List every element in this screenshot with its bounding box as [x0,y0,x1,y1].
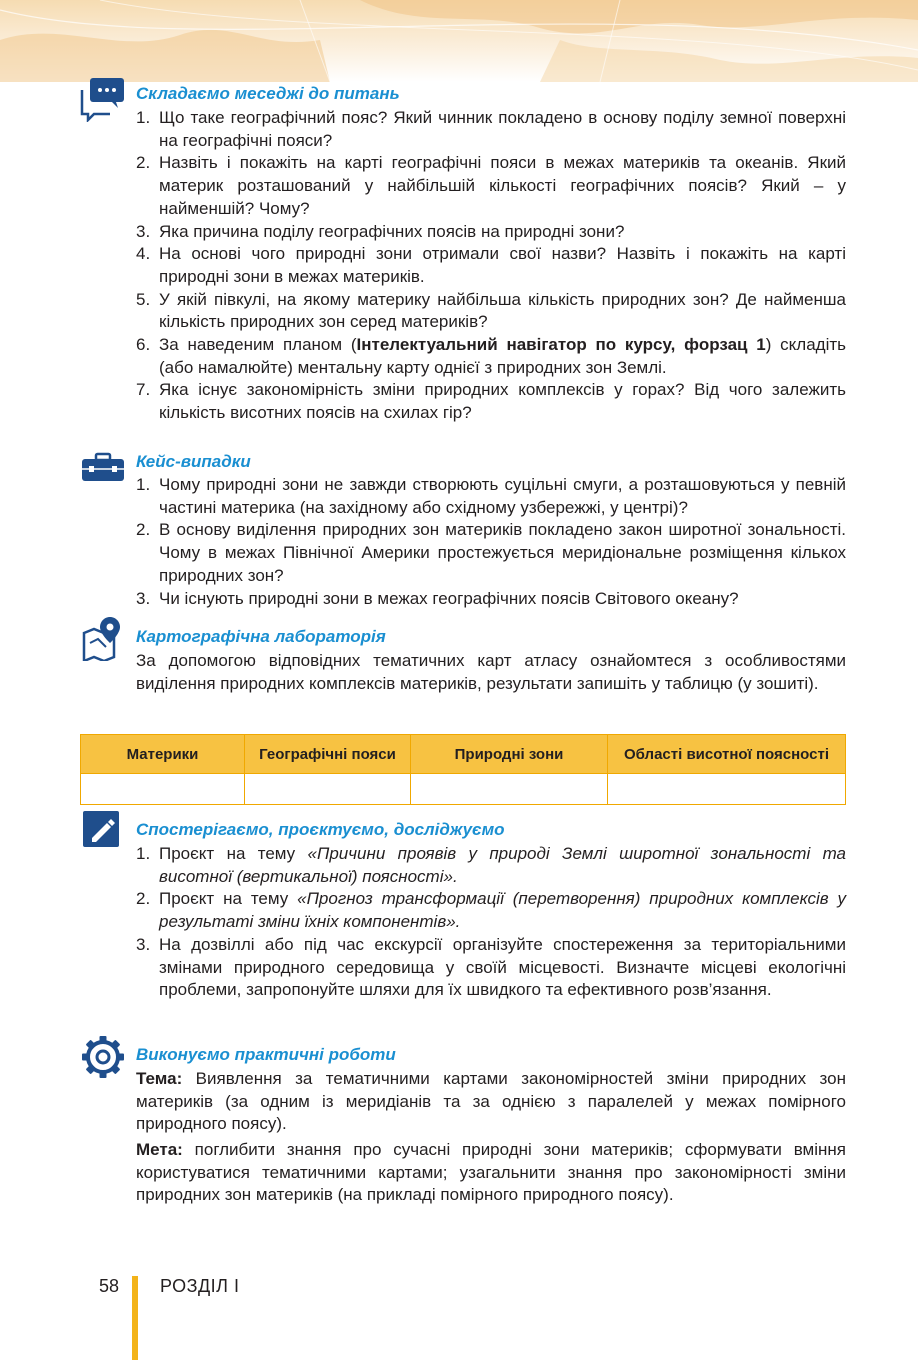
goal-label: Мета: [136,1140,183,1159]
list-item: 3. На дозвіллі або під час екскурсії організуйте спостереження за територіальними змінами природного середовища у своїй місцевості. Визначте місцеві екологічні проблеми, запропонуйте шляхи для їх швидкого та ефективного розв’язання. [136,934,846,1000]
list-item: 1. Що таке географічний пояс? Який чинник покладено в основу поділу земної поверхні на географічні пояси? [136,108,846,150]
table-cell [411,774,608,805]
lab-instruction: За допомогою відповідних тематичних карт атласу ознайомтеся з особливостями виділення природних комплексів материків, результати запишіть у таблицю (у зошиті). [136,651,846,693]
list-item: 2. Назвіть і покажіть на карті географічні пояси в межах материків та океанів. Який материк розташований у найбільшій кількості географічних поясів? Який – у найменшій? Чому? [136,153,846,218]
list-item: 3. Чи існують природні зони в межах географічних поясів Світового океану? [136,588,739,608]
gear-icon [80,1034,126,1080]
list-item: 1. Чому природні зони не завжди створюють суцільні смуги, а розташовуються у певній частині материка (на західному або східному узбережжі, у центрі)? [136,475,846,517]
section-label: РОЗДІЛ І [160,1276,240,1296]
project-list [136,843,846,1002]
table-row [81,774,846,805]
top-map-banner [0,0,918,82]
list-item: 3. Яка причина поділу географічних поясів на природні зони? [136,221,625,241]
page-number: 58 [99,1276,120,1296]
pencil-icon [80,808,126,854]
section-title: Виконуємо практичні роботи [136,1045,396,1064]
case-list [136,474,846,610]
table-cell [608,774,846,805]
practice-theme: Тема: Виявлення за тематичними картами закономірностей зміни природних зон материків (за одним із меридіанів та за однією з паралелей у межах помірного природного поясу). [136,1069,846,1134]
map-pin-icon [80,615,126,661]
list-item: 7. Яка існує закономірність зміни природних комплексів у горах? Від чого залежить кількість висотних поясів на схилах гір? [136,380,846,423]
map-decoration-icon [0,0,918,82]
list-item: 4. На основі чого природні зони отримали свої назви? Назвіть і покажіть на карті природні зони в межах материків. [136,244,846,286]
table-header-altitude: Області висотної поясності [608,735,846,774]
chat-bubbles-icon [80,76,126,122]
section-title: Кейс-випадки [136,452,251,471]
section-title: Спостерігаємо, проєктуємо, досліджуємо [136,820,505,839]
table-header-belts: Географічні пояси [245,735,411,774]
navigator-reference: Інтелектуальний навігатор по курсу, форзац 1 [356,335,766,355]
list-item: 1. Проєкт на тему «Причини проявів у природі Землі широтної зональності та висотної (вертикальної) поясності». [136,844,846,886]
table-header-zones: Природні зони [411,735,608,774]
list-item: 2. Проєкт на тему «Прогноз трансформації (перетворення) природних комплексів у результаті зміни їхніх компонентів». [136,889,846,932]
table-cell [81,774,245,805]
list-item: 6. За наведеним планом (Інтелектуальний навігатор по курсу, форзац 1) складіть (або намалюйте) ментальну карту однієї з природних зон Землі. [136,335,847,377]
section-title: Складаємо меседжі до питань [136,84,400,103]
footer-divider [132,1276,138,1360]
practice-goal: Мета: поглибити знання про сучасні природні зони материків; сформувати вміння користуватися тематичними картами; узагальнити знання про закономірності зміни природних зон материків (на прикладі помірного природного поясу). [136,1140,846,1205]
briefcase-icon [80,446,126,492]
table-cell [245,774,411,805]
list-item: 2. В основу виділення природних зон материків покладено закон широтної зональності. Чому в межах Північної Америки простежується меридіональне розміщення кількох природних зон? [136,520,846,585]
theme-label: Тема: [136,1069,183,1088]
list-item: 5. У якій півкулі, на якому материку найбільша кількість природних зон? Де найменша кількість природних зон серед материків? [136,289,846,332]
lab-table [80,734,846,805]
section-title: Картографічна лабораторія [136,627,386,646]
table-header-continents: Материки [81,735,245,774]
question-list [136,107,846,425]
